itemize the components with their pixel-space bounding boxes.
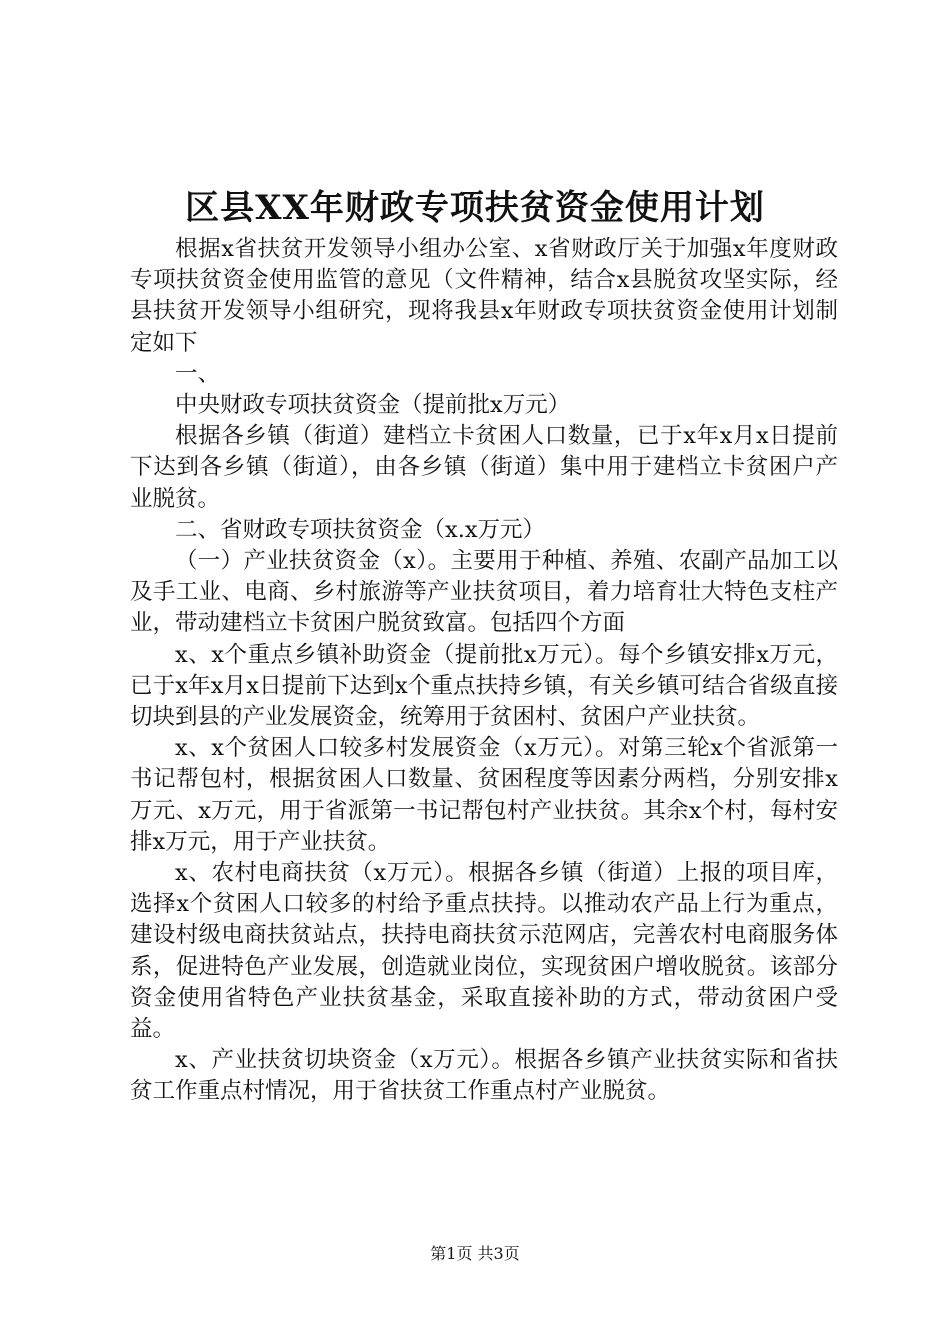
paragraph-industry-block-fund: x、产业扶贫切块资金（x万元）。根据各乡镇产业扶贫实际和省扶贫工作重点村情况，用于省扶贫工作重点村产业脱贫。 [130,1047,838,1105]
document-body [130,234,838,1108]
paragraph-industry-fund: （一）产业扶贫资金（x）。主要用于种植、养殖、农副产品加工以及手工业、电商、乡村旅游等产业扶贫项目，着力培育壮大特色支柱产业，带动建档立卡贫困户脱贫致富。包括四个方面 [130,548,838,637]
paragraph-key-towns-subsidy: x、x个重点乡镇补助资金（提前批x万元）。每个乡镇安排x万元，已于x年x月x日提前下达到x个重点扶持乡镇，有关乡镇可结合省级直接切块到县的产业发展资金，统筹用于贫困村、贫困户产业扶贫。 [130,641,838,731]
paragraph-ecommerce-poverty: x、农村电商扶贫（x万元）。根据各乡镇（街道）上报的项目库，选择x个贫困人口较多的村给予重点扶持。以推动农产品上行为重点，建设村级电商扶贫站点，扶持电商扶贫示范网店，完善农村电商服务体系，促进特色产业发展，创造就业岗位，实现贫困户增收脱贫。该部分资金使用省特色产业扶贫基金，采取直接补助的方式，带动贫困户受益。 [130,860,838,1043]
paragraph-central-fund-detail: 根据各乡镇（街道）建档立卡贫困人口数量，已于x年x月x日提前下达到各乡镇（街道），由各乡镇（街道）集中用于建档立卡贫困户产业脱贫。 [130,423,838,512]
paragraph-village-development: x、x个贫困人口较多村发展资金（x万元）。对第三轮x个省派第一书记帮包村，根据贫困人口数量、贫困程度等因素分两档，分别安排x万元、x万元，用于省派第一书记帮包村产业扶贫。其余x个村，每村安排x万元，用于产业扶贫。 [130,735,838,855]
page-footer: 第1页 共3页 [430,1244,520,1263]
paragraph-intro: 根据x省扶贫开发领导小组办公室、x省财政厅关于加强x年度财政专项扶贫资金使用监管的意见（文件精神，结合x县脱贫攻坚实际，经县扶贫开发领导小组研究，现将我县x年财政专项扶贫资金使用计划制定如下 [130,236,838,356]
paragraph-central-fund-heading: 中央财政专项扶贫资金（提前批x万元） [175,392,571,419]
paragraph-provincial-fund-heading: 二、省财政专项扶贫资金（x.x万元） [175,516,546,543]
paragraph-section-one-marker: 一、 [175,360,221,387]
document-title: 区县XX年财政专项扶贫资金使用计划 [185,188,765,228]
